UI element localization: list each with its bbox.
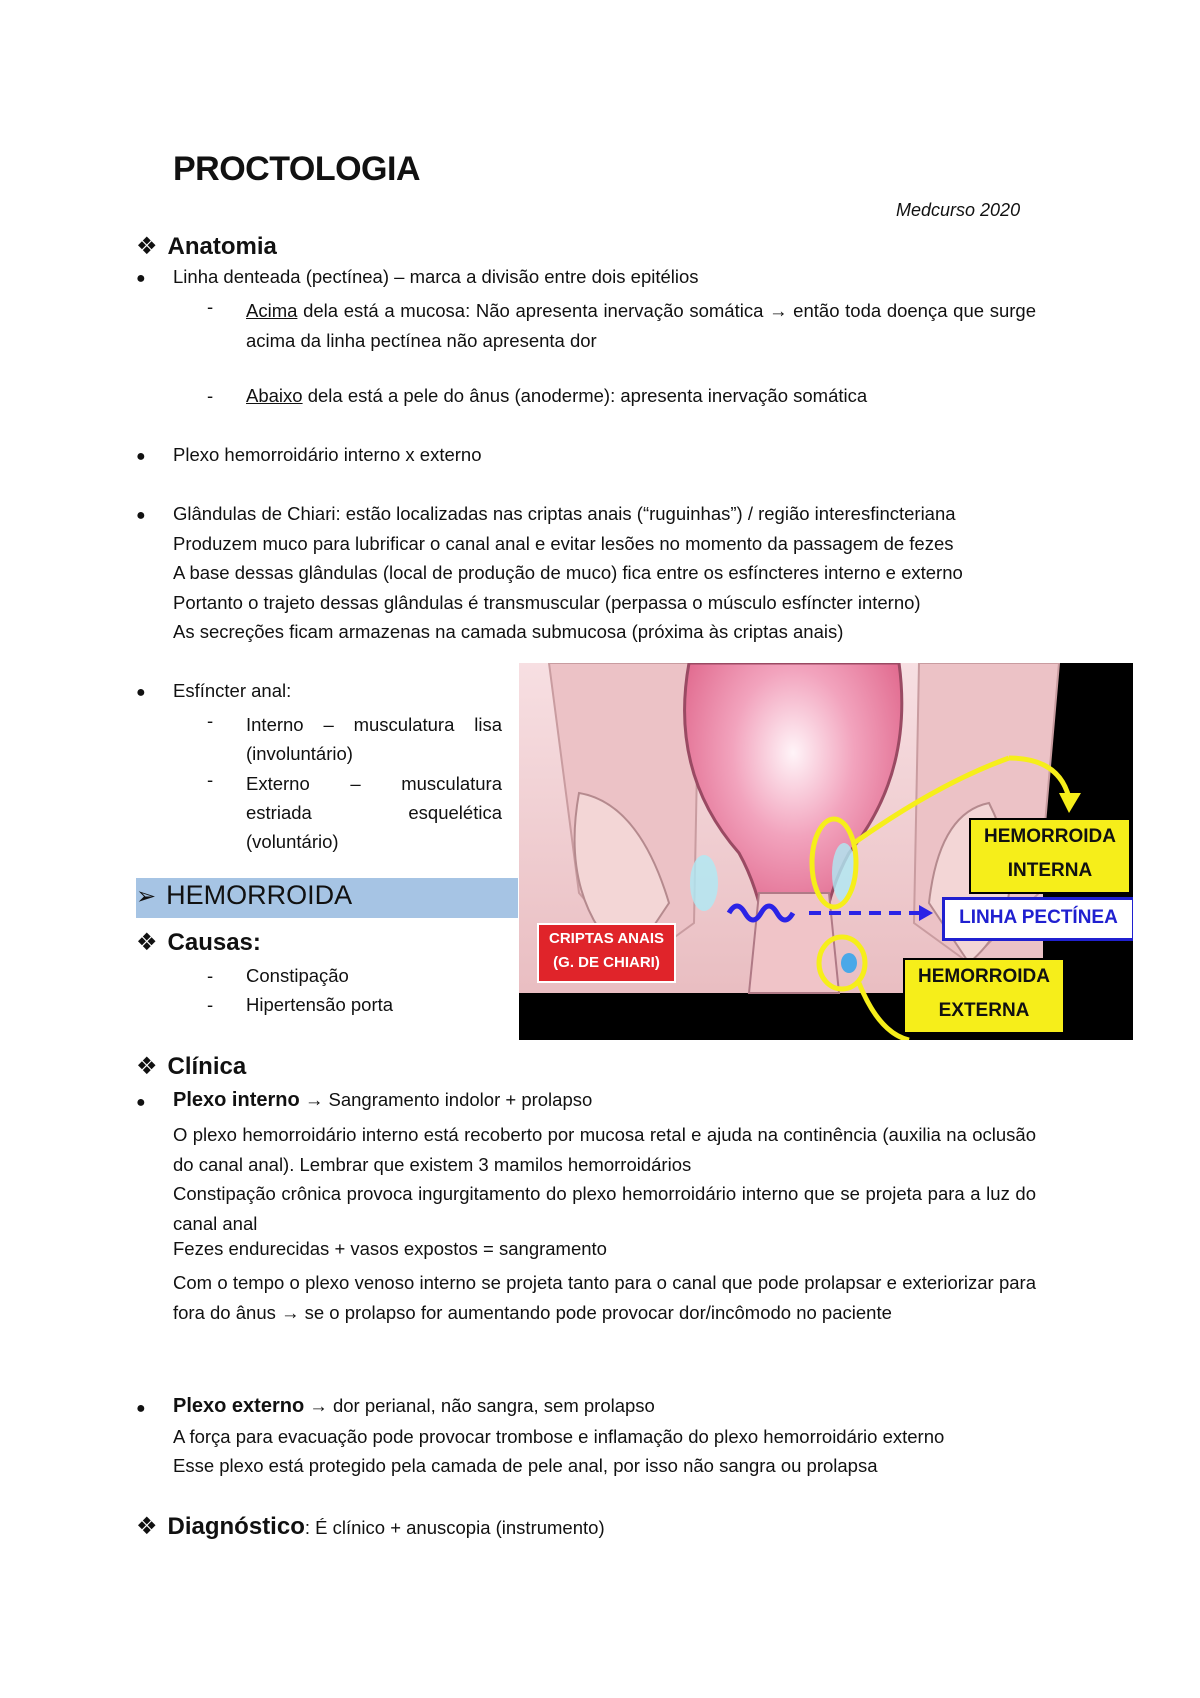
diagnostico-desc: : É clínico + anuscopia (instrumento): [304, 1517, 605, 1538]
label-interna-line-2: INTERNA: [1007, 860, 1093, 881]
label-externa-line-1: HEMORROIDA: [918, 966, 1050, 987]
label-criptas-anais: [537, 923, 676, 983]
page-title: PROCTOLOGIA: [173, 150, 420, 188]
source-note: Medcurso 2020: [896, 200, 1021, 220]
label-interna-line-1: HEMORROIDA: [984, 826, 1116, 847]
chiari-line-3: A base dessas glândulas (local de produção de muco) fica entre os esfíncteres interno e externo: [173, 562, 963, 583]
label-criptas-line-1: CRIPTAS ANAIS: [548, 930, 664, 947]
plexo-interno-desc: → Sangramento indolor + prolapso: [299, 1089, 593, 1110]
section-clinica: [136, 1052, 246, 1081]
chiari-line-4: Portanto o trajeto dessas glândulas é transmuscular (perpassa o músculo esfíncter interno): [173, 592, 921, 613]
section-causas: [136, 928, 261, 957]
abaixo-paragraph: [246, 385, 867, 407]
bullet-icon: ●: [136, 684, 146, 701]
hemorroida-heading: [136, 880, 352, 911]
plexo-externo-desc: → dor perianal, não sangra, sem prolapso: [304, 1395, 655, 1416]
abaixo-text: dela está a pele do ânus (anoderme): apresenta inervação somática: [302, 385, 868, 406]
diamond-bullet-icon: ❖: [136, 1053, 158, 1080]
plexo-externo-p2: Esse plexo está protegido pela camada de pele anal, por isso não sangra ou prolapsa: [173, 1455, 878, 1476]
plexo-externo-label: Plexo externo: [173, 1395, 305, 1417]
bullet-icon: ●: [136, 1094, 146, 1111]
acima-text: dela está a mucosa: Não apresenta inervação somática → então toda doença que surge acima da linha pectínea não apresenta dor: [246, 300, 1036, 351]
label-hemorroida-interna: [969, 818, 1131, 894]
label-hemorroida-externa: [903, 958, 1065, 1034]
label-criptas-line-2: (G. DE CHIARI): [553, 954, 660, 971]
plexo-interno-line: [173, 1089, 592, 1112]
dash-icon: -: [207, 385, 214, 406]
acima-keyword: Acima: [246, 300, 298, 321]
label-linha-pectinea: LINHA PECTÍNEA: [942, 897, 1133, 941]
abaixo-keyword: Abaixo: [246, 385, 303, 406]
plexo-externo-line: [173, 1395, 655, 1418]
chiari-line-2: Produzem muco para lubrificar o canal anal e evitar lesões no momento da passagem de fezes: [173, 533, 954, 554]
dash-icon: -: [207, 994, 214, 1015]
esfincter-interno: Interno – musculatura lisa (involuntário): [246, 714, 502, 764]
plexo-interno-label: Plexo interno: [173, 1089, 300, 1111]
label-externa-line-2: EXTERNA: [938, 1000, 1030, 1021]
causa-item: Hipertensão porta: [246, 994, 394, 1015]
plexo-interno-p4: Com o tempo o plexo venoso interno se projeta tanto para o canal que pode prolapsar e exteriorizar para fora do ânus → se o prolapso for aumentando pode provocar dor/incômodo no paciente: [173, 1272, 1036, 1323]
causa-item: Constipação: [246, 965, 349, 986]
bullet-icon: ●: [136, 270, 146, 287]
section-anatomia-label: Anatomia: [167, 233, 277, 260]
plexo-interno-p3: Fezes endurecidas + vasos expostos = sangramento: [173, 1238, 607, 1259]
dash-icon: -: [207, 769, 214, 790]
plexo-interno-p2: Constipação crônica provoca ingurgitamento do plexo hemorroidário interno que se projeta para a luz do canal anal: [173, 1183, 1036, 1234]
chiari-line-1: Glândulas de Chiari: estão localizadas nas criptas anais (“ruguinhas”) / região interesfincteriana: [173, 503, 956, 524]
section-diagnostico: [136, 1512, 605, 1541]
linha-denteada-text: Linha denteada (pectínea) – marca a divisão entre dois epitélios: [173, 266, 699, 287]
esfincter-text: Esfíncter anal:: [173, 680, 292, 701]
bullet-icon: ●: [136, 448, 146, 465]
dash-icon: -: [207, 710, 214, 731]
dash-icon: -: [207, 296, 214, 317]
diamond-bullet-icon: ❖: [136, 1513, 158, 1540]
esfincter-externo: Externo – musculatura estriada esquelética (voluntário): [246, 773, 502, 852]
chiari-line-5: As secreções ficam armazenas na camada submucosa (próxima às criptas anais): [173, 621, 844, 642]
arrow-bullet-icon: ➢: [136, 883, 157, 910]
anatomy-figure: [519, 663, 1133, 1040]
diagnostico-label: Diagnóstico: [167, 1513, 305, 1540]
acima-paragraph: [246, 296, 1036, 356]
diamond-bullet-icon: ❖: [136, 233, 158, 260]
hemorroida-heading-label: HEMORROIDA: [166, 880, 353, 910]
section-clinica-label: Clínica: [167, 1053, 247, 1080]
plexo-interno-p1: O plexo hemorroidário interno está recoberto por mucosa retal e ajuda na continência (auxilia na oclusão do canal anal). Lembrar que existem 3 mamilos hemorroidários: [173, 1124, 1036, 1175]
bullet-icon: ●: [136, 1400, 146, 1417]
diamond-bullet-icon: ❖: [136, 929, 158, 956]
section-causas-label: Causas:: [167, 929, 261, 956]
section-anatomia: [136, 232, 277, 261]
dash-icon: -: [207, 965, 214, 986]
plexo-externo-p1: A força para evacuação pode provocar trombose e inflamação do plexo hemorroidário externo: [173, 1426, 945, 1447]
bullet-icon: ●: [136, 507, 146, 524]
plexo-text: Plexo hemorroidário interno x externo: [173, 444, 482, 465]
